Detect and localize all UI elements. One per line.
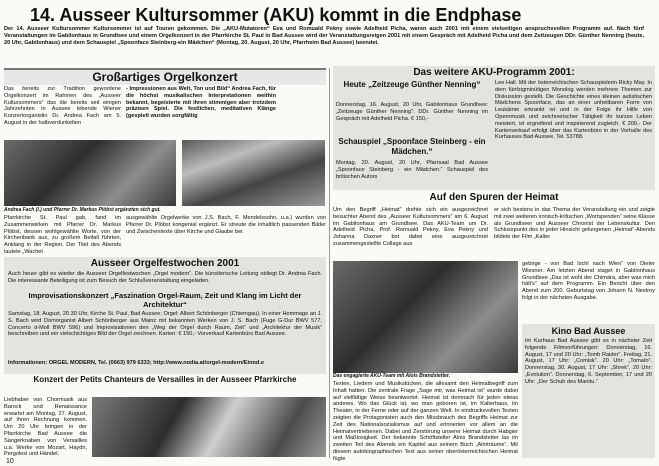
pastor-photo — [182, 140, 325, 206]
heute-heading: Heute „Zeitzeuge Günther Nenning“ — [343, 80, 481, 89]
spoonface-text: Montag, 20. August, 20 Uhr, Pfarrsaal Bad Aussee „Spoonface Steinberg - ein Mädchen.“ Schauspiel des britischen Autors — [336, 160, 488, 180]
kino-heading: Kino Bad Aussee — [551, 326, 626, 336]
spuren-heading: Auf den Spuren der Heimat — [429, 192, 559, 203]
spuren-text-a: Um den Begriff „Heimat“ drehte sich ein ausgezeichnet besuchter Abend des „Ausseer Kultursommers“ am 6. August im Gabilonhaus am Grundlsee. Das AKU-Team um Dr. Adelheid Picha, Prof. Romuald Pekny, Eva Pekny und Johanna Daxner bot dabei eine ausgezeichnet zusammengestellte Collage aus — [333, 207, 488, 247]
orgelfestwochen-text: Auch heuer gibt es wieder die Ausseer Orgelfestwochen „Orgel modern“. Die künstlerische Leitung obliegt Dr. Andrea Fach. Die interessante Beteiligung ist zum Besuch der Schlußveranstaltung eingeladen. — [8, 271, 322, 284]
orgel-text-c: Pfarrkirche St. Paul gab, fand im Zusammenwirken mit Pfarrer Dr. Markus Plöbst, dessen wohlgewählte Worte, von der Kirchenbank aus, zu großem Beifall führten, Anklang in der Region. Der Titel des Abends lautete „Wachet — [4, 215, 121, 255]
kino-text: Im Kurhaus Bad Aussee gibt es in nächster Zeit folgende Filmvorführungen: Donnerstag, 16. August, 17 und 20 Uhr: „Tomb Raider“. Freitag, 21. August, 17 Uhr: „Comisk“. 20 Uhr: „Tomato“. Donnerstag, 30. August, 17 Uhr: „Shrek“, 20 Uhr: „Evolution“. Donnerstag, 6. September, 17 und 20 Uhr: „Der Schuh des Manitu.“ — [525, 338, 652, 385]
page-title: 14. Ausseer Kultursommer (AKU) kommt in die Endphase — [30, 5, 522, 25]
heute-text: Donnerstag, 16. August, 20 Uhr, Gabilonhaus Grundlsee: „Zeitzeuge Günther Nenning“: DDr. Günther Nenning im Gespräch mit Adelheid Picha. € 150,- — [336, 102, 488, 122]
mid-text-a: Texten, Liedern und Musikstücken, die allesamt den Heimatbegriff zum Inhalt hatten. Die zentrale Frage „Sage mir, was Heimat ist“ wurde dabei auf vielfältige Weise beantwortet. Heimat ist demnach für jeden etwas anderes. Wo das Glück ist, wo man geboren ist, im Kalterhaus, im Theater, in der Ferne oder auf der ganzen Welt. In eindrucksvollen Texten zeigten die Protagonisten auch den Missbrauch des Begriffs Heimat zur Zeit des Nationalsozialismus auf und erinnerten vor allem an die Heimatvertriebenen. Dabei und Zerstörung unserer Heimat durch Habgier und Maßlosigkeit. Der bekannte Schriftsteller Alois Brandstetter las im zweiten Teil des Abends ein Kapitel aus seinem Buch „Almträume“. Mit diesem autobiographischen Text aus seiner oberösterreichischen Heimat fügte — [333, 381, 518, 462]
impro-text: Samstag, 18. August, 20.30 Uhr, Kirche St. Paul, Bad Aussee; Orgel: Albert Schönberger (Chiemgau). In einer Hommage an J. S. Bach wird Domorganist Albert Schönberger aus Mainz mit bekannten Werken von J. S. Bach (Fuge G-Dur BWV 577, Concerto d-Moll BWV 596) und Improvisationen den „Weg der Orgel durch Raum, Zeit“ und „Architektur der Musik“ beschreiben und ein vielschichtiges Bild der Orgel zeichnen. Karten: € 150,- Vorverkauf Kartenbüro Bad Aussee. — [8, 311, 322, 338]
aku-team-photo — [333, 261, 518, 373]
lee-hall-text: Lee Hall. Mit der österreichischen Schauspielerin Ricky May. In dem fünfzigminütigen Monolog werden mehrere Themen zur Diskussion gestellt. Die Geschichte eines kleinen autistischen Mädchens Spoonface, das an einer unheilbaren Form von Leukämie erkrankt ist und in der Folge ihr Hilfe von Opernmusik und zeichnerischer Tätigkeit ihr kurzes Leben meistert, ist ergreifend und inspirierend zugleich. € 200,- Der Kartenverkauf erfolgt über das Kartenbüro in der Vorhalle des Kurhauses Bad Aussee, Tel. 53788. — [495, 80, 652, 141]
orgel-text-d: ausgewählte Orgelwerke von J.S. Bach, F. Mendelssohn, u.a.) wurden von Pfarrer Dr. Plöbst kongenial ergänzt. Er streute die inhaltlich passenden Bilder und Zwischentexte über Kirche und Glaube bei. — [126, 215, 326, 235]
orgel-info: Informationen: ORGEL MODERN, Tel. (0663) 979 6333; http://www.nodia.at/orgel-modern/Einnd.e — [8, 360, 264, 366]
konzert-text-a: Liebhaber von Chormusik aus Barock und Renaissance erwartet am Montag, 27. August, auf ihren Rechnung kommen. Um 20 Uhr bringen in der Pfarrkirche Bad Aussee die Sängerknaben von Versailles u.a. Werke von Mozart, Haydn, Pergolesi und Händel. — [4, 397, 87, 458]
orgel-text-b: - Impressionen aus Welt, Ton und Bild“ Andrea Fach, für die höchst musikalischen Interpretationen weithin bekannt, begeisterte mit ihren stimmigen aber trotzdem präzisen Spiel. Die festlichen, meditativen Klänge (gespielt wurden sorgfältig — [126, 86, 276, 120]
lead-paragraph: Der 14. Ausseer Kultursommer Kultursommer ist auf Touren gekommen. Die „AKU-Mutatoren“ Eva und Romuald Pekny sowie Adelheid Picha, waren auch 2001 mit einem vielseitigen anspruchsvollen Programm auf. Nach fünf Veranstaltungen im Gabilonhaus in Grundlsee und einem Orgelkonzert in der Pfarrkirche St. Paul in Bad Aussee wird der Veranstaltungsreigen 2001 mit einem Gespräch mit Adelheid Picha und dem Zeitzeugen DDr. Günther Nenning (heute, 20 Uhr, Gabilonhaus) und dem Schauspiel „Spoonface Steinberg-ein Mädchen“ (Montag, 20. August, 20 Uhr, Pfarrheim Bad Aussee) beendet. — [4, 26, 644, 46]
impro-heading: Improvisationskonzert „Faszination Orgel-Raum, Zeit und Klang im Licht der Architektur“ — [28, 291, 302, 309]
team-caption: Das engagierte AKU-Team mit Alois Brandstetter. — [333, 373, 450, 379]
orgelfestwochen-box — [4, 257, 326, 374]
organist-photo — [4, 140, 176, 206]
mid-text-b: gebirge - von Bad Ischl nach Wien“ von Dieter Wiesner. Am letzten Abend staget in Gabilonhaus Grundlsee „Das ist wohl der Chimära, aber was mich hält's“ auf dem Programm. Ein Bericht über den Abend zum 200. Geburtstag von Johann N. Nestroy folgt in der nächsten Ausgabe. — [522, 261, 655, 301]
aku-programm-box — [333, 66, 655, 190]
orgel-text-a: Das bereits zur Tradition gewordene Orgelkonzert im Rahmen des „Ausseer Kultursommers“ das die bereits seit einigen Jahrzehnten in Aussee lebende Wiener Konzertorganistin Dr. Andrea Fach am 5. August in der halbverdunkelten — [4, 86, 121, 126]
aku-programm-heading: Das weitere AKU-Programm 2001: — [413, 67, 575, 78]
konzert-heading: Konzert der Petits Chanteurs de Versailles in der Ausseer Pfarrkirche — [33, 375, 297, 384]
orgelkonzert-heading: Großartiges Orgelkonzert — [4, 68, 326, 85]
spuren-text-b: er sich bestens in das Thema der Veranstaltung ein und zeigte mit zwei weiteren ironisch-kritischen „Wortspenden“ seine Klasse als Grundlseer und Ausseer Chronist der Lebenskultur. Den Schlusspunkt des in jeder Hinsicht gelungenen „Heimat“-Abends bildete der Film „Kalter — [494, 207, 655, 241]
orgelfestwochen-heading: Ausseer Orgelfestwochen 2001 — [90, 258, 240, 269]
column-divider — [329, 68, 330, 458]
page-number: 10 — [6, 458, 14, 465]
photo-caption: Andrea Fach (l.) und Pfarrer Dr. Markus Plöbst ergänzten sich gut. — [4, 207, 161, 213]
choir-photo — [92, 397, 326, 457]
spoonface-heading: Schauspiel „Spoonface Steinberg - ein Mädchen.“ — [338, 137, 486, 156]
kino-box — [522, 324, 655, 458]
